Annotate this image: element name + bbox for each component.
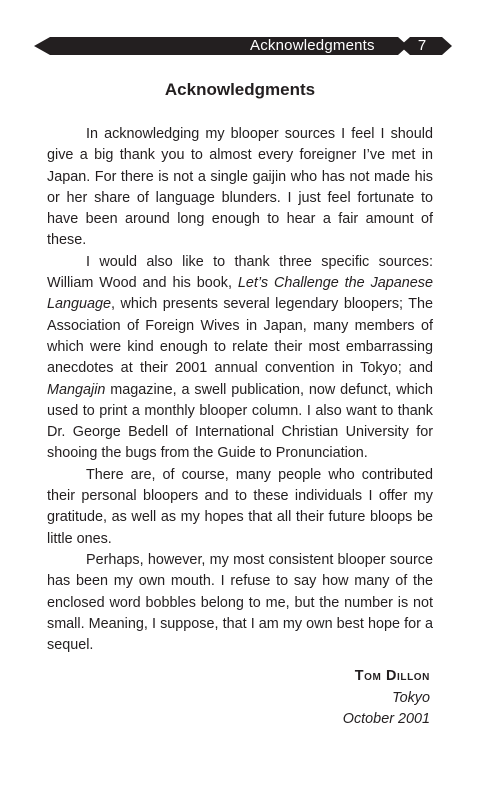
paragraph-text: I would also like to thank three specific sources: William Wood and his book, (47, 253, 433, 292)
paragraph-text: There are, of course, many people who contributed their personal bloopers and to these individuals I offer my gratitude, as well as my hopes that all their future bloops be little ones. (47, 466, 433, 547)
italic-title-text: Let’s Challenge the Japanese Language (47, 275, 433, 313)
page-title: Acknowledgments (164, 80, 316, 99)
running-head-title: Acknowledgments (250, 37, 375, 54)
signature-place: Tokyo (392, 690, 430, 706)
signature-name: Tom Dillon (354, 668, 430, 684)
paragraph (47, 252, 433, 465)
body-text (47, 124, 433, 656)
italic-title-text: Mangajin (47, 381, 106, 398)
page-number: 7 (417, 37, 427, 54)
paragraph-text: magazine, a swell publication, now defunct, which used to print a monthly blooper column. I also want to thank Dr. George Bedell of International Christian University for shooing the bugs from the Guide to Pronunciation. (47, 381, 433, 462)
header-banner (0, 0, 480, 60)
paragraph-text: In acknowledging my blooper sources I feel I should give a big thank you to almost every foreigner I’ve met in Japan. For there is not a single gaijin who has not made his or her share of language blunders. I just feel fortunate to have been around long enough to hear a fair amount of these. (47, 126, 433, 249)
paragraph (47, 124, 433, 252)
running-header (0, 0, 480, 60)
signature-date: October 2001 (342, 711, 430, 727)
paragraph (47, 465, 433, 550)
paragraph-text: , which presents several legendary bloopers; The Association of Foreign Wives in Japan, many members of which were kind enough to relate their most embarrassing anecdotes at their 2001 annual convention in Tokyo; and (47, 296, 433, 377)
paragraph (47, 550, 433, 656)
paragraph-text: Perhaps, however, my most consistent blooper source has been my own mouth. I refuse to say how many of the enclosed word bobbles belong to me, but the number is not small. Meaning, I suppose, that I am my own best hope for a sequel. (47, 551, 433, 654)
